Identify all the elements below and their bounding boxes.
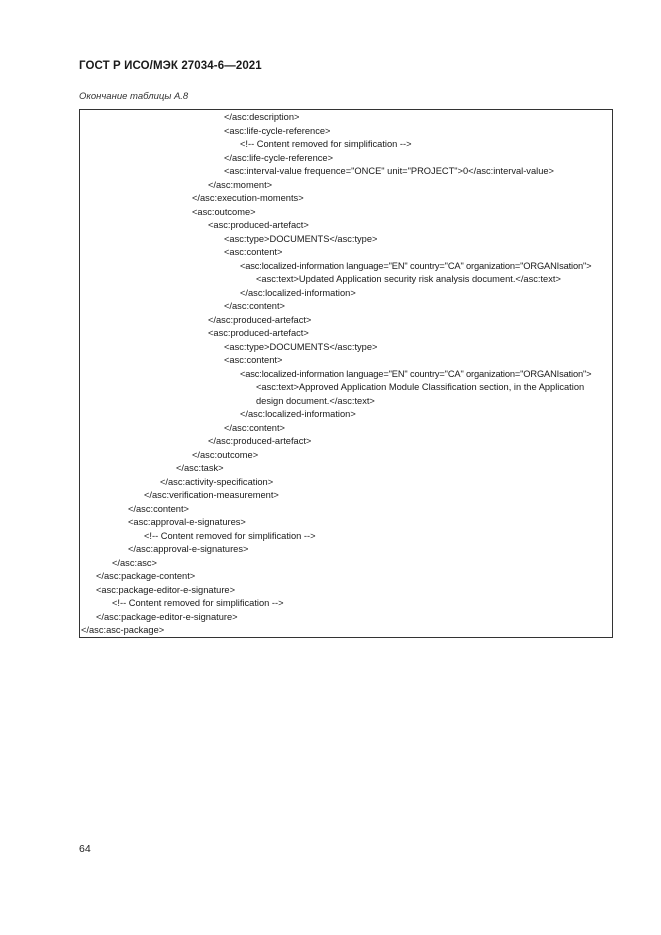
code-line: </asc:package-editor-e-signature> [96, 611, 238, 622]
document-standard-title: ГОСТ Р ИСО/МЭК 27034-6—2021 [79, 60, 262, 72]
xml-code-listing [79, 109, 613, 638]
code-line: </asc:life-cycle-reference> [224, 152, 334, 163]
code-line: <asc:text>Updated Application security risk analysis document.</asc:text> [256, 274, 561, 284]
code-line: <asc:produced-artefact> [208, 328, 309, 338]
code-line: </asc:localized-information> [240, 409, 356, 419]
code-line: <!-- Content removed for simplification --> [240, 139, 412, 149]
code-line: <asc:text>Approved Application Module Classification section, in the Application [256, 382, 585, 392]
code-line: <asc:type>DOCUMENTS</asc:type> [224, 233, 378, 244]
code-line: </asc:produced-artefact> [208, 314, 312, 325]
code-line: </asc:content> [224, 301, 285, 311]
code-line: </asc:asc> [112, 557, 157, 568]
table-caption: Окончание таблицы А.8 [79, 91, 189, 102]
code-line: <asc:content> [224, 355, 283, 365]
code-line: </asc:activity-specification> [160, 476, 274, 487]
code-line: </asc:approval-e-signatures> [128, 544, 249, 554]
code-line: <asc:approval-e-signatures> [128, 517, 246, 527]
code-line: <asc:interval-value frequence="ONCE" unit="PROJECT">0</asc:interval-value> [224, 166, 554, 176]
code-line: <asc:package-editor-e-signature> [96, 584, 236, 595]
code-line: <asc:localized-information language="EN" country="CA" organization="ORGANIsation"> [240, 368, 592, 379]
code-line: </asc:execution-moments> [192, 193, 304, 203]
code-line: <asc:life-cycle-reference> [224, 125, 331, 136]
code-line: design document.</asc:text> [256, 395, 375, 406]
code-line: <asc:content> [224, 247, 283, 257]
code-line: </asc:package-content> [96, 571, 196, 581]
code-line: </asc:content> [224, 422, 285, 433]
code-line: <asc:outcome> [192, 206, 256, 217]
code-line: </asc:produced-artefact> [208, 436, 312, 446]
code-line: <asc:localized-information language="EN" country="CA" organization="ORGANIsation"> [240, 260, 592, 271]
code-line: <asc:produced-artefact> [208, 220, 309, 230]
code-line: </asc:description> [224, 112, 300, 122]
code-line: <!-- Content removed for simplification --> [112, 598, 284, 608]
code-line: </asc:outcome> [192, 449, 259, 460]
code-line: </asc:task> [176, 463, 224, 473]
code-line: </asc:localized-information> [240, 287, 356, 298]
code-line: </asc:content> [128, 503, 189, 514]
code-line: </asc:verification-measurement> [144, 490, 279, 500]
code-line: </asc:asc-package> [81, 625, 165, 635]
code-line: <asc:type>DOCUMENTS</asc:type> [224, 341, 378, 352]
code-line: </asc:moment> [208, 179, 273, 190]
code-line: <!-- Content removed for simplification --> [144, 530, 316, 541]
page-number: 64 [79, 843, 91, 855]
